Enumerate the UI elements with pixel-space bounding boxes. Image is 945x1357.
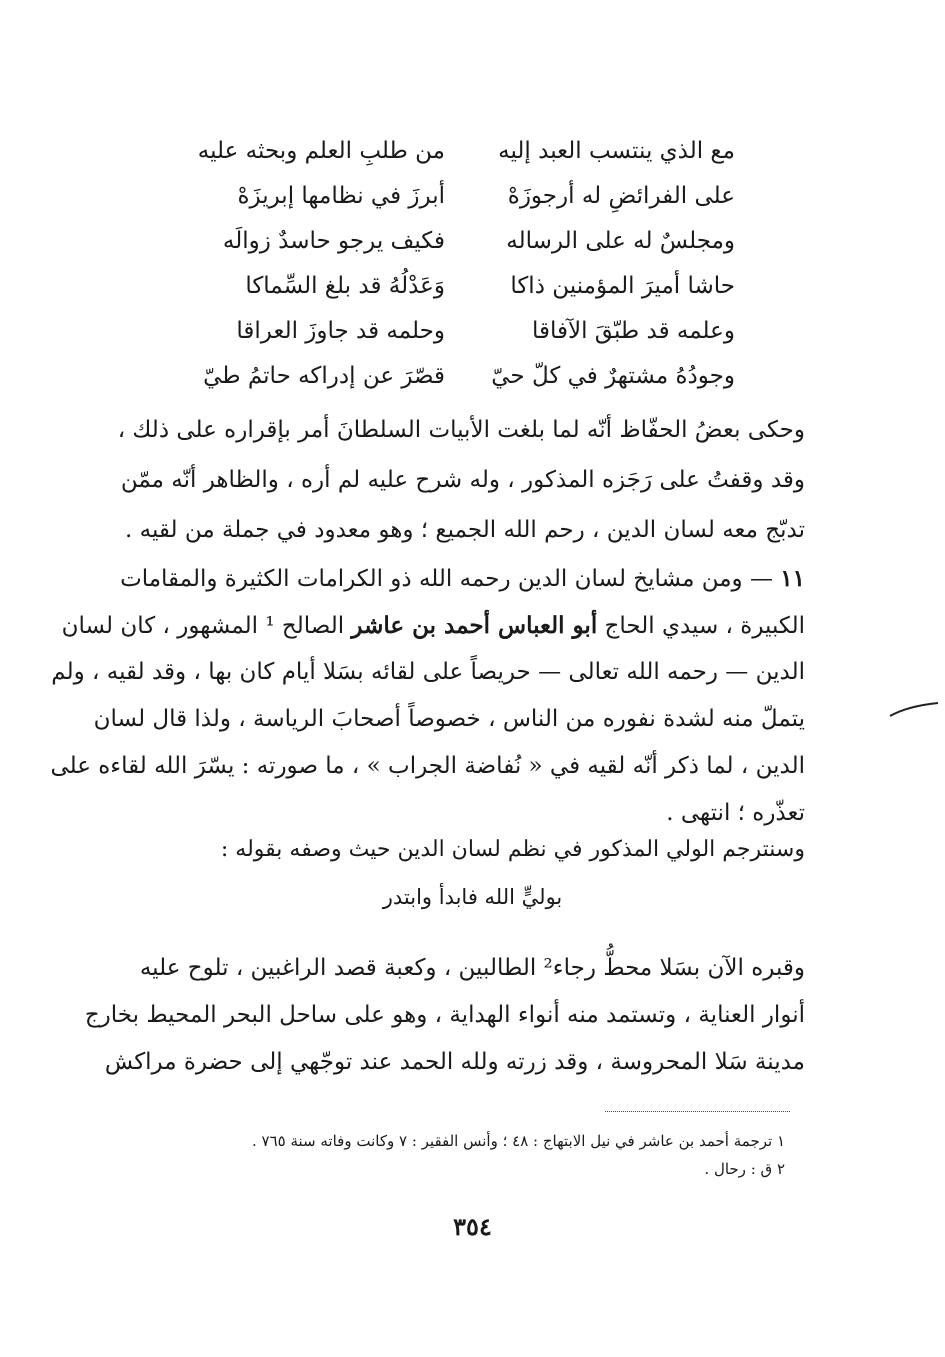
- verse-first-hemistich: مع الذي ينتسب العبد إليه: [498, 137, 735, 164]
- poem-verse: [180, 353, 735, 398]
- text-line: مدينة سَلا المحروسة ، وقد زرته ولله الحمد عند توجّهي إلى حضرة مراكش: [104, 1049, 805, 1075]
- text-span: — ومن مشايخ لسان الدين رحمه الله ذو الكرامات الكثيرة والمقامات: [120, 566, 781, 592]
- paragraph-tomb: [84, 945, 805, 1086]
- footnotes: [140, 1127, 785, 1183]
- poem-verse: [180, 128, 735, 173]
- verse-second-hemistich: من طلبِ العلم وبحثه عليه: [197, 137, 445, 164]
- verse-first-hemistich: حاشا أميرَ المؤمنين ذاكا: [510, 272, 735, 299]
- page-number: ٣٥٤: [453, 1212, 492, 1241]
- verse-second-hemistich: قصّرَ عن إدراكه حاتمُ طيّ: [203, 362, 445, 389]
- text-line: الدين ، لما ذكر أنّه لقيه في « نُفاضة الجراب » ، ما صورته : يسّرَ الله لقاءه على: [50, 753, 805, 779]
- text-line: الدين — رحمه الله تعالى — حريصاً على لقائه بسَلا أيام كان بها ، وقد لقيه ، ولم: [51, 659, 805, 685]
- poem-verse: [180, 218, 735, 263]
- verse-first-hemistich: ومجلسٌ له على الرساله: [506, 227, 735, 254]
- text-line: تدبّج معه لسان الدين ، رحم الله الجميع ؛ وهو معدود في جملة من لقيه .: [124, 517, 805, 543]
- text-line: تعذّره ؛ انتهى .: [666, 800, 805, 826]
- text-span: الكبيرة ، سيدي الحاج: [597, 613, 805, 639]
- margin-stroke-icon: [888, 700, 940, 720]
- verse-second-hemistich: وحلمه قد جاوزَ العراقا: [236, 317, 445, 344]
- text-line: وقد وقفتُ على رَجَزه المذكور ، وله شرح عليه لم أره ، والظاهر أنّه ممّن: [120, 467, 805, 493]
- text-line: وحكى بعضُ الحفّاظ أنّه لما بلغت الأبيات السلطانَ أمر بإقراره على ذلك ،: [117, 417, 805, 443]
- footnote-separator: [605, 1111, 790, 1112]
- text-line: وقبره الآن بسَلا محطُّ رجاء² الطالبين ، وكعبة قصد الراغبين ، تلوح عليه: [139, 955, 805, 981]
- person-name: أبو العباس أحمد بن عاشر: [351, 612, 598, 639]
- text-line: يتملّ منه لشدة نفوره من الناس ، خصوصاً أصحابَ الرياسة ، ولذا قال لسان: [93, 706, 805, 732]
- verse-second-hemistich: أبرزَ في نظامها إبريزَهْ: [237, 182, 445, 209]
- entry-number: ١١: [780, 565, 805, 592]
- quoted-verse: بوليٍّ الله فابدأ وابتدر: [382, 885, 563, 909]
- poem-verse: [180, 263, 735, 308]
- verse-first-hemistich: وعلمه قد طبّقَ الآفاقا: [531, 317, 735, 344]
- verse-first-hemistich: وجودُهُ مشتهرٌ في كلّ حيّ: [491, 362, 735, 389]
- poem-verse: [180, 308, 735, 353]
- text-line: [61, 602, 805, 649]
- text-line: [100, 555, 805, 602]
- paragraph-entry-11: [50, 555, 805, 837]
- paragraph-transition: [100, 825, 805, 875]
- verse-second-hemistich: وَعَدْلُهُ قد بلغ السِّماكا: [245, 272, 445, 299]
- footnote: ١ ترجمة أحمد بن عاشر في نيل الابتهاج : ٤٨ ؛ وأنس الفقير : ٧ وكانت وفاته سنة ٧٦٥ .: [251, 1132, 785, 1150]
- text-line: أنوار العناية ، وتستمد منه أنواء الهداية ، وهو على ساحل البحر المحيط بخارج: [84, 1002, 805, 1028]
- poem-block: [180, 128, 735, 398]
- text-line: وسنترجم الولي المذكور في نظم لسان الدين حيث وصفه بقوله :: [220, 837, 805, 862]
- verse-second-hemistich: فكيف يرجو حاسدٌ زوالَه: [222, 227, 445, 254]
- poem-verse: [180, 173, 735, 218]
- footnote: ٢ ق : رحال .: [704, 1160, 785, 1178]
- text-span: الصالح ¹ المشهور ، كان لسان: [61, 613, 352, 639]
- verse-first-hemistich: على الفرائضِ له أرجوزَهْ: [507, 182, 735, 209]
- paragraph-narration: [100, 405, 805, 555]
